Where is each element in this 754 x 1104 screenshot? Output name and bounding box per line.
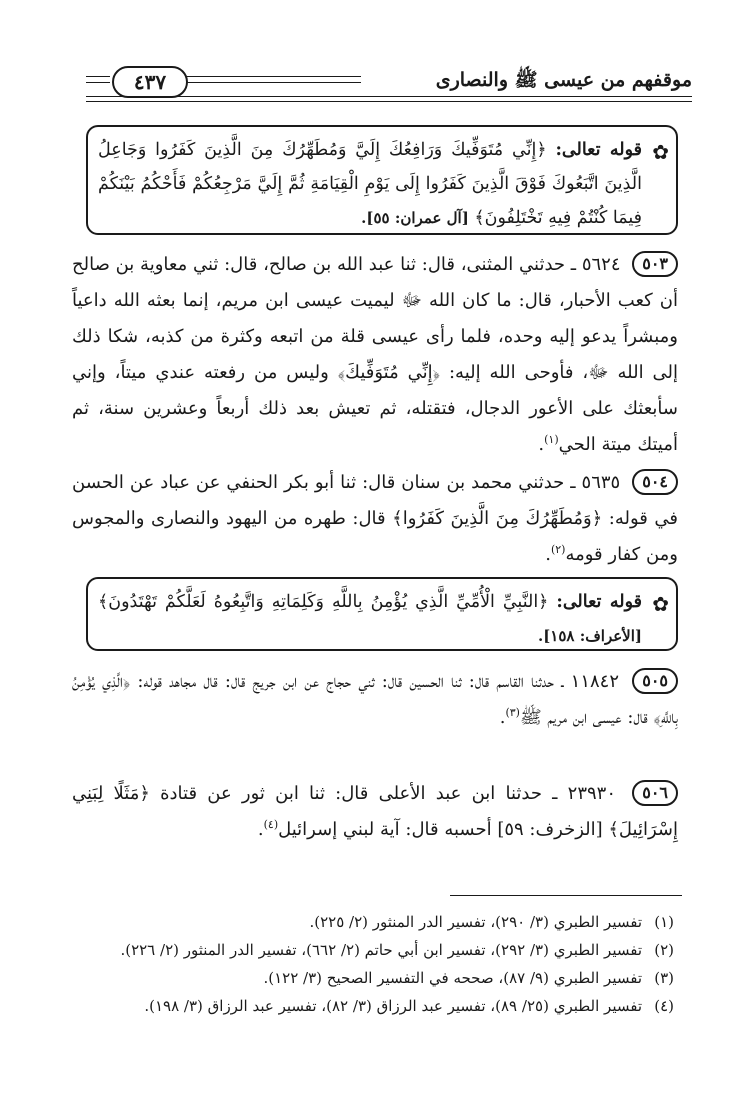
page-number: ٤٣٧ bbox=[112, 66, 188, 98]
entry-number: ٥٠٦ bbox=[632, 780, 678, 806]
page-header bbox=[86, 62, 692, 102]
hadith-entry: ٥٠٥ ١١٨٤٢ ـ حدثنا القاسم قال: ثنا الحسين قال: ثني حجاج عن ابن جريج قال: قال مجاهد قوله: ﴿الَّذِي يُؤْمِنُ بِاللَّهِ﴾ قال: عيسى ابن مريم ﷺ$^{(٣)}$. bbox=[72, 664, 678, 736]
footnote bbox=[72, 936, 678, 964]
header-rule bbox=[86, 101, 692, 102]
verse-lead: قوله تعالى: bbox=[556, 592, 642, 612]
footnote-marker[interactable]: (٤) bbox=[263, 818, 279, 831]
entry-text: ٥٦٢٤ ـ حدثني المثنى، قال: ثنا عبد الله بن صالح، قال: ثني معاوية بن صالح أن كعب الأحبار، قال: ما كان الله ﷻ ليميت عيسى ابن مريم، إنما بعثه الله داعياً ومبشراً يدعو إليه وحده، فلما رأى عيسى قلة من اتبعه وكثرة من كذبه، شكا ذلك إلى الله ﷻ، فأوحى الله إليه: ﴿إِنِّي مُتَوَفِّيكَ﴾ وليس من رفعته عندي ميتاً، وإني سأبعثك على الأعور الدجال، فتقتله، ثم تعيش بعد ذلك أربعاً وعشرين سنة، ثم أميتك ميتة الحي bbox=[72, 254, 678, 455]
hadith-entry: ٥٠٦ ٢٣٩٣٠ ـ حدثنا ابن عبد الأعلى قال: ثنا ابن ثور عن قتادة ﴿مَثَلًا لِبَنِي إِسْرَائِيلَ﴾ [الزخرف: ٥٩] أحسبه قال: آية لبني إسرائيل$^{(٤)}$. bbox=[72, 776, 678, 848]
footnote-number: (٤) bbox=[654, 997, 674, 1015]
flower-ornament-icon: ✿ bbox=[652, 140, 669, 164]
footnote-marker[interactable]: (٢) bbox=[550, 543, 566, 556]
running-title: موقفهم من عيسى ﷺ والنصارى bbox=[435, 69, 692, 91]
header-rule bbox=[86, 76, 110, 77]
hadith-entry: ٥٠٣ ٥٦٢٤ ـ حدثني المثنى، قال: ثنا عبد الله بن صالح، قال: ثني معاوية بن صالح أن كعب الأحبار، قال: ما كان الله ﷻ ليميت عيسى ابن مريم، إنما بعثه الله داعياً ومبشراً يدعو إليه وحده، فلما رأى عيسى قلة من اتبعه وكثرة من كذبه، شكا ذلك إلى الله ﷻ، فأوحى الله إليه: ﴿إِنِّي مُتَوَفِّيكَ﴾ وليس من رفعته عندي ميتاً، وإني سأبعثك على الأعور الدجال، فتقتله، ثم تعيش بعد ذلك أربعاً وعشرين سنة، ثم أميتك ميتة الحي$^{(١)}$. bbox=[72, 247, 678, 463]
entry-text: ٥٦٣٥ ـ حدثني محمد بن سنان قال: ثنا أبو بكر الحنفي عن عباد عن الحسن في قوله: ﴿وَمُطَهِّرُكَ مِنَ الَّذِينَ كَفَرُوا﴾ قال: طهره من اليهود والنصارى والمجوس ومن كفار قومه bbox=[72, 472, 678, 565]
footnote-number: (١) bbox=[654, 913, 674, 931]
footnote bbox=[72, 992, 678, 1020]
hadith-entry: ٥٠٤ ٥٦٣٥ ـ حدثني محمد بن سنان قال: ثنا أبو بكر الحنفي عن عباد عن الحسن في قوله: ﴿وَمُطَهِّرُكَ مِنَ الَّذِينَ كَفَرُوا﴾ قال: طهره من اليهود والنصارى والمجوس ومن كفار قومه$^{(٢)}$. bbox=[72, 465, 678, 573]
verse-box bbox=[86, 577, 678, 651]
footnote-text: تفسير الطبري (٢٥/ ٨٩)، تفسير عبد الرزاق (٣/ ٨٢)، تفسير عبد الرزاق (٣/ ١٩٨). bbox=[144, 997, 642, 1015]
header-rule bbox=[186, 82, 361, 83]
entry-number: ٥٠٥ bbox=[632, 668, 678, 694]
verse-box bbox=[86, 125, 678, 235]
footnote bbox=[72, 908, 678, 936]
footnote-number: (٢) bbox=[654, 941, 674, 959]
entry-text: ٢٣٩٣٠ ـ حدثنا ابن عبد الأعلى قال: ثنا ابن ثور عن قتادة ﴿مَثَلًا لِبَنِي إِسْرَائِيلَ﴾ [الزخرف: ٥٩] أحسبه قال: آية لبني إسرائيل bbox=[72, 783, 678, 840]
footnote-marker[interactable]: (١) bbox=[544, 433, 559, 446]
verse-reference: [آل عمران: ٥٥]. bbox=[361, 209, 469, 227]
entry-number: ٥٠٤ bbox=[632, 469, 678, 495]
flower-ornament-icon: ✿ bbox=[652, 592, 669, 616]
header-rule bbox=[86, 82, 110, 83]
verse-reference: [الأعراف: ١٥٨]. bbox=[537, 627, 642, 645]
entry-text: ١١٨٤٢ ـ حدثنا القاسم قال: ثنا الحسين قال: ثني حجاج عن ابن جريج قال: قال مجاهد قوله: ﴿الَّذِي يُؤْمِنُ بِاللَّهِ﴾ قال: عيسى ابن مريم ﷺ bbox=[72, 671, 678, 728]
footnote-text: تفسير الطبري (٣/ ٢٩٠)، تفسير الدر المنثور (٢/ ٢٢٥). bbox=[309, 913, 642, 931]
entry-number: ٥٠٣ bbox=[632, 251, 678, 277]
footnotes bbox=[72, 908, 678, 1020]
footnote-text: تفسير الطبري (٣/ ٢٩٢)، تفسير ابن أبي حاتم (٢/ ٦٦٢)، تفسير الدر المنثور (٢/ ٢٢٦). bbox=[120, 941, 642, 959]
footnote bbox=[72, 964, 678, 992]
footnote-divider bbox=[450, 895, 682, 896]
verse-text: ﴿النَّبِيِّ الْأُمِّيِّ الَّذِي يُؤْمِنُ بِاللَّهِ وَكَلِمَاتِهِ وَاتَّبِعُوهُ لَعَلَّكُمْ تَهْتَدُونَ﴾ bbox=[98, 592, 549, 612]
verse-lead: قوله تعالى: bbox=[555, 140, 642, 160]
header-rule bbox=[186, 76, 361, 77]
footnote-text: تفسير الطبري (٩/ ٨٧)، صححه في التفسير الصحيح (٣/ ١٢٢). bbox=[263, 969, 642, 987]
verse-text: ﴿إِنِّي مُتَوَفِّيكَ وَرَافِعُكَ إِلَيَّ وَمُطَهِّرُكَ مِنَ الَّذِينَ كَفَرُوا وَجَاعِلُ الَّذِينَ اتَّبَعُوكَ فَوْقَ الَّذِينَ كَفَرُوا إِلَى يَوْمِ الْقِيَامَةِ ثُمَّ إِلَيَّ مَرْجِعُكُمْ فَأَحْكُمُ بَيْنَكُمْ فِيمَا كُنْتُمْ فِيهِ تَخْتَلِفُونَ﴾ bbox=[98, 140, 642, 228]
footnote-marker[interactable]: (٣) bbox=[505, 706, 520, 719]
footnote-number: (٣) bbox=[654, 969, 674, 987]
